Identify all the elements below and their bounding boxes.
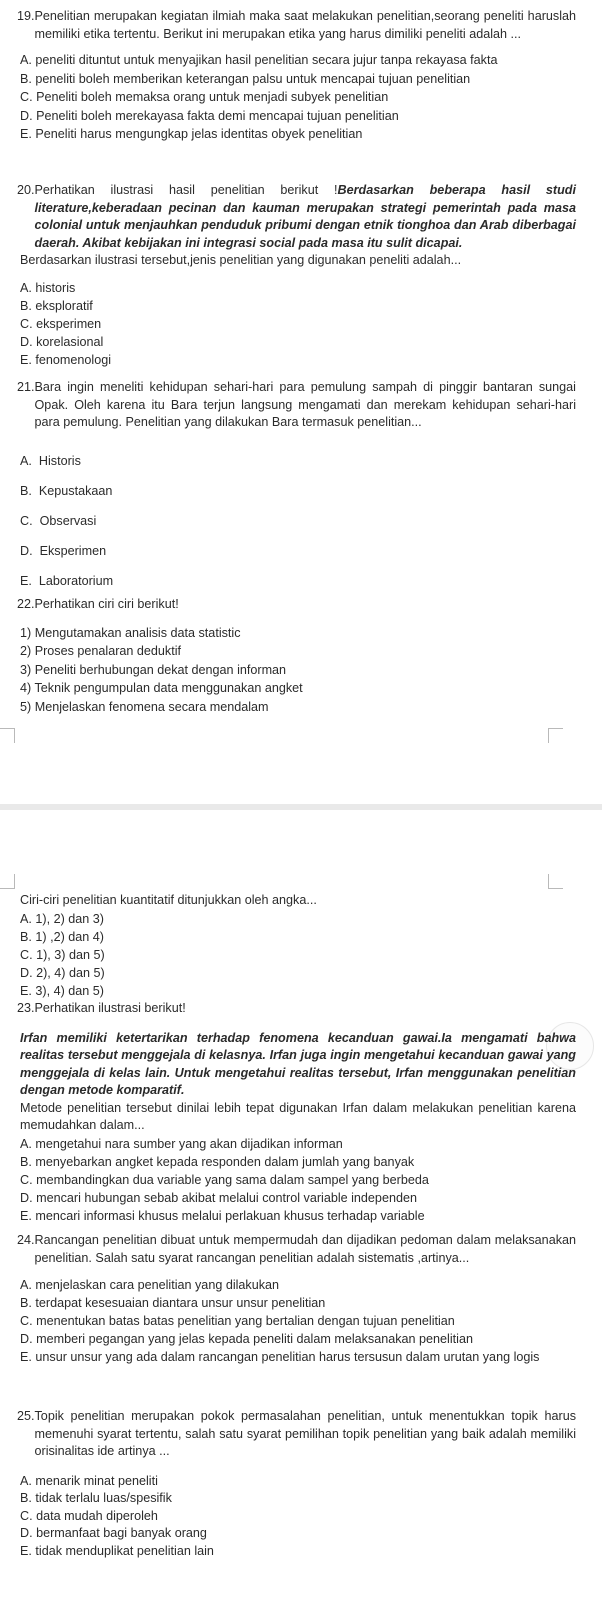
question-25-options [20,1473,576,1561]
question-24-stem [17,1232,576,1267]
option-e[interactable]: E. Laboratorium [20,573,114,588]
criteria-item: 1) Mengutamakan analisis data statistic [20,625,241,640]
option-a[interactable]: A. menjelaskan cara penelitian yang dilakukan [20,1278,280,1292]
option-a[interactable]: A. 1), 2) dan 3) [20,911,104,926]
option-a[interactable]: A. Historis [20,453,81,468]
option-c[interactable]: C. menentukan batas batas penelitian yang bertalian dengan tujuan penelitian [20,1314,455,1328]
question-number: 19. [17,9,35,23]
option-b[interactable]: B. 1) ,2) dan 4) [20,929,104,944]
criteria-item: 5) Menjelaskan fenomena secara mendalam [20,699,269,714]
crop-mark [548,728,563,743]
page-divider [0,804,602,810]
option-b[interactable]: B. terdapat kesesuaian diantara unsur unsur penelitian [20,1296,326,1310]
question-21 [17,379,576,596]
question-number: 25. [17,1409,35,1423]
option-d[interactable]: D. korelasional [20,334,104,349]
criteria-list [20,624,576,717]
question-24-options [20,1276,576,1366]
option-c[interactable]: C. eksperimen [20,316,102,331]
question-22-stem [17,596,576,614]
question-prompt: Ciri-ciri penelitian kuantitatif ditunjukkan oleh angka... [20,893,317,907]
option-d[interactable]: D. Peneliti boleh merekayasa fakta demi mencapai tujuan penelitian [20,108,399,123]
question-25-stem [17,1408,576,1461]
question-number: 22. [17,597,35,611]
question-text: Topik penelitian merupakan pokok permasalahan penelitian, untuk menentukkan topik harus memenuhi syarat tertentu, salah satu syarat pemilihan topik penelitian yang baik adalah memiliki orisinalitas ide artinya ... [34,1409,576,1458]
question-number: 23. [17,1001,35,1015]
illustration-text: Irfan memiliki ketertarikan terhadap fenomena kecanduan gawai.Ia mengamati bahwa realitas tersebut menggejala di kelasnya. Irfan juga ingin mengetahui kecanduan gawai yang menggejala di kelas lain. Untuk mengetahui realitas tersebut, Irfan menggunakan penelitian dengan metode komparatif. [20,1030,576,1097]
question-24 [17,1232,576,1366]
option-a[interactable]: A. peneliti dituntut untuk menyajikan hasil penelitian secara jujur tanpa rekayasa fakta [20,53,498,67]
crop-mark [548,874,563,889]
question-text: Bara ingin meneliti kehidupan sehari-hari para pemulung sampah di pinggir bantaran sungai Opak. Oleh karena itu Bara terjun langsung mengamati dan merekam kehidupan sehari-hari para pemulung. Penelitian yang dilakukan Bara termasuk penelitian... [34,380,576,429]
option-d[interactable]: D. Eksperimen [20,543,107,558]
question-21-options [20,446,576,596]
question-intro: Perhatikan ciri ciri berikut! [34,597,179,611]
question-23-options [20,1135,576,1225]
option-d[interactable]: D. 2), 4) dan 5) [20,965,105,980]
question-19-options [20,51,576,144]
question-text: Rancangan penelitian dibuat untuk mempermudah dan dijadikan pedoman dalam melaksanakan penelitian. Salah satu syarat rancangan penelitian adalah sistematis ,artinya... [34,1233,576,1265]
question-19-stem [17,8,576,43]
question-intro: Perhatikan ilustrasi hasil penelitian berikut ! [34,183,338,197]
question-intro: Perhatikan ilustrasi berikut! [34,1001,186,1015]
question-number: 20. [17,183,35,197]
question-23 [17,1000,576,1225]
option-e[interactable]: E. fenomenologi [20,352,112,367]
option-e[interactable]: E. tidak menduplikat penelitian lain [20,1543,214,1558]
option-e[interactable]: E. unsur unsur yang ada dalam rancangan penelitian harus tersusun dalam urutan yang logis [20,1350,540,1364]
option-e[interactable]: E. 3), 4) dan 5) [20,983,104,998]
question-23-stem [17,1000,576,1018]
illustration-text: Berdasarkan beberapa hasil studi literature,keberadaan pecinan dan kauman merupakan strategi pemerintah pada masa colonial untuk menjauhkan penduduk pribumi dengan etnik tionghoa dan Arab diberbagai daerah. Akibat kebijakan ini integrasi social pada masa itu sulit dicapai. [34,183,576,250]
crop-mark [0,728,15,743]
option-c[interactable]: C. data mudah diperoleh [20,1508,158,1523]
crop-mark [0,874,15,889]
option-a[interactable]: A. historis [20,280,76,295]
option-d[interactable]: D. memberi pegangan yang jelas kepada peneliti dalam melaksanakan penelitian [20,1332,473,1346]
option-a[interactable]: A. mengetahui nara sumber yang akan dijadikan informan [20,1136,343,1151]
option-e[interactable]: E. mencari informasi khusus melalui perlakuan khusus terhadap variable [20,1208,425,1223]
criteria-item: 4) Teknik pengumpulan data menggunakan angket [20,681,303,695]
option-e[interactable]: E. Peneliti harus mengungkap jelas identitas obyek penelitian [20,127,363,141]
question-number: 24. [17,1233,35,1247]
option-b[interactable]: B. Kepustakaan [20,483,113,498]
question-22 [17,596,576,716]
option-b[interactable]: B. menyebarkan angket kepada responden dalam jumlah yang banyak [20,1154,415,1169]
question-20 [17,182,576,369]
option-c[interactable]: C. Peneliti boleh memaksa orang untuk menjadi subyek penelitian [20,90,389,104]
question-21-stem [17,379,576,432]
option-d[interactable]: D. bermanfaat bagi banyak orang [20,1526,207,1540]
question-number: 21. [17,380,35,394]
question-prompt: Berdasarkan ilustrasi tersebut,jenis penelitian yang digunakan peneliti adalah... [20,253,462,267]
question-22-continued [20,892,576,1000]
option-c[interactable]: C. Observasi [20,513,97,528]
question-20-options [20,279,576,369]
option-d[interactable]: D. mencari hubungan sebab akibat melalui control variable independen [20,1190,417,1205]
question-22-options [20,910,576,1000]
question-19 [17,8,576,144]
criteria-item: 3) Peneliti berhubungan dekat dengan informan [20,662,287,677]
option-c[interactable]: C. 1), 3) dan 5) [20,947,105,962]
option-b[interactable]: B. eksploratif [20,298,93,313]
question-20-stem [17,182,576,252]
option-c[interactable]: C. membandingkan dua variable yang sama dalam sampel yang berbeda [20,1172,429,1187]
criteria-item: 2) Proses penalaran deduktif [20,644,182,658]
option-b[interactable]: B. peneliti boleh memberikan keterangan palsu untuk mencapai tujuan penelitian [20,71,471,86]
option-a[interactable]: A. menarik minat peneliti [20,1473,158,1488]
question-25 [17,1408,576,1560]
question-prompt: Metode penelitian tersebut dinilai lebih tepat digunakan Irfan dalam melakukan penelitian karena memudahkan dalam... [20,1100,576,1132]
option-b[interactable]: B. tidak terlalu luas/spesifik [20,1491,172,1505]
question-text: Penelitian merupakan kegiatan ilmiah maka saat melakukan penelitian,seorang peneliti haruslah memiliki etika tertentu. Berikut ini merupakan etika yang harus dimiliki peneliti adalah ... [34,9,576,41]
